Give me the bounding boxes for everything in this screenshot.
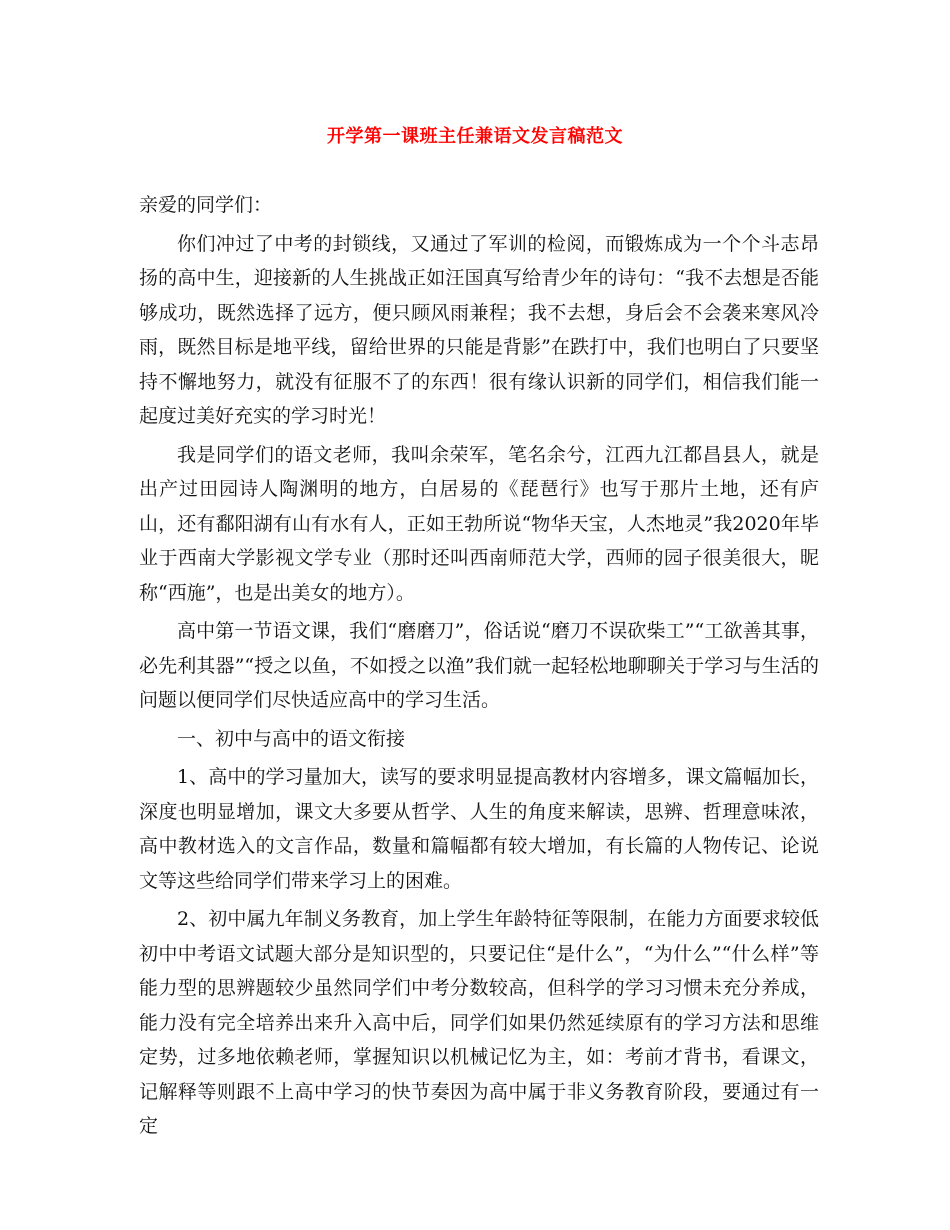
paragraph-point-1: 1、高中的学习量加大，读写的要求明显提高教材内容增多，课文篇幅加长，深度也明显增加，课文大多要从哲学、人生的角度来解读，思辨、哲理意味浓，高中教材选入的文言作品，数量和篇幅都有较大增加，有长篇的人物传记、论说文等这些给同学们带来学习上的困难。 [139,766,819,892]
paragraph-intro: 你们冲过了中考的封锁线，又通过了军训的检阅，而锻炼成为一个个斗志昂扬的高中生，迎接新的人生挑战正如汪国真写给青少年的诗句：“我不去想是否能够成功，既然选择了远方，便只顾风雨兼程；我不去想，身后会不会袭来寒风冷雨，既然目标是地平线，留给世界的只能是背影”在跌打中，我们也明白了只要坚持不懈地努力，就没有征服不了的东西！很有缘认识新的同学们，相信我们能一起度过美好充实的学习时光！ [139,232,819,427]
section-heading: 一、初中与高中的语文衔接 [177,727,406,750]
document-body [139,188,819,1148]
salutation: 亲爱的同学们： [139,194,273,216]
paragraph-first-lesson: 高中第一节语文课，我们“磨磨刀”，俗话说“磨刀不误砍柴工”“工欲善其事，必先利其器”“授之以鱼，不如授之以渔”我们就一起轻松地聊聊关于学习与生活的问题以便同学们尽快适应高中的学习生活。 [139,620,819,711]
paragraph-point-2: 2、初中属九年制义务教育，加上学生年龄特征等限制，在能力方面要求较低初中中考语文试题大部分是知识型的，只要记住“是什么”，“为什么”“什么样”等能力型的思辨题较少虽然同学们中考分数较高，但科学的学习习惯未充分养成，能力没有完全培养出来升入高中后，同学们如果仍然延续原有的学习方法和思维定势，过多地依赖老师，掌握知识以机械记忆为主，如：考前才背书，看课文，记解释等则跟不上高中学习的快节奏因为高中属于非义务教育阶段，要通过有一定 [139,908,819,1137]
paragraph-self-introduction: 我是同学们的语文老师，我叫余荣军，笔名余兮，江西九江都昌县人，就是出产过田园诗人陶渊明的地方，白居易的《琵琶行》也写于那片土地，还有庐山，还有鄱阳湖有山有水有人，正如王勃所说“物华天宝，人杰地灵”我2020年毕业于西南大学影视文学专业（那时还叫西南师范大学，西师的园子很美很大，昵称“西施”，也是出美女的地方）。 [139,443,819,604]
document-title: 开学第一课班主任兼语文发言稿范文 [327,126,623,147]
